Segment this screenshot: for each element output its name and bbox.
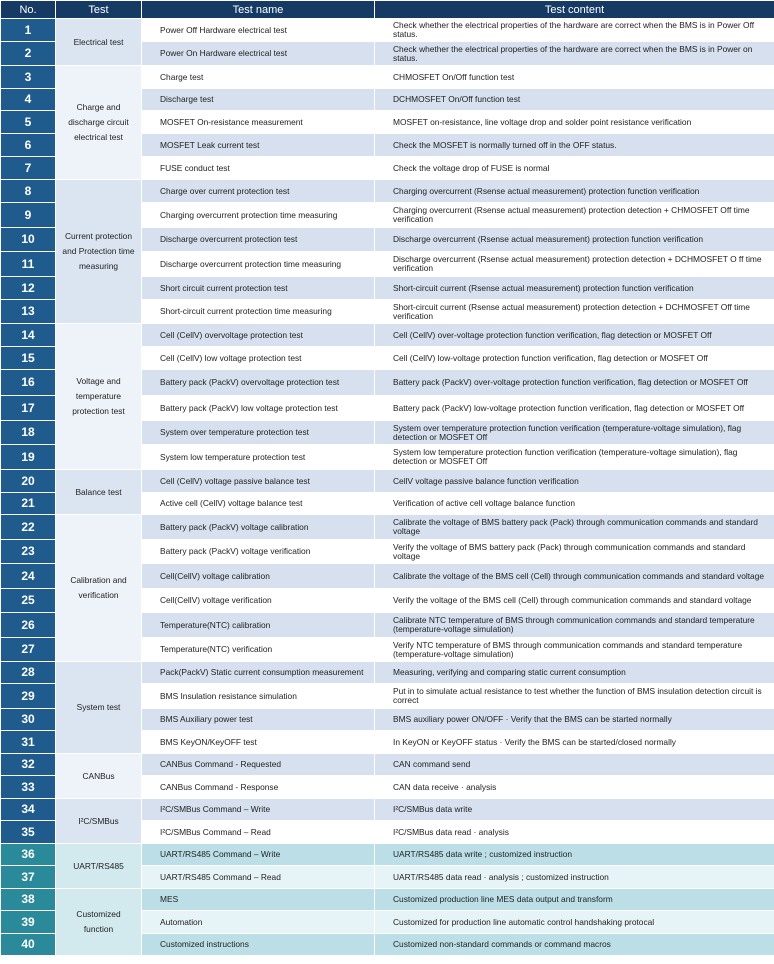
table-row bbox=[1, 889, 774, 911]
row-number: 5 bbox=[1, 111, 56, 134]
test-category: System test bbox=[56, 662, 142, 754]
test-name: Customized instructions bbox=[142, 934, 375, 956]
table-body bbox=[1, 19, 774, 956]
test-content: Customized production line MES data output and transform bbox=[375, 889, 774, 911]
test-content: Check whether the electrical properties of the hardware are correct when the BMS is in Power Off status. bbox=[375, 19, 774, 42]
test-content: Battery pack (PackV) over-voltage protection function verification, flag detection or MOSFET Off bbox=[375, 370, 774, 396]
row-number: 25 bbox=[1, 589, 56, 613]
test-content: Check the MOSFET is normally turned off in the OFF status. bbox=[375, 134, 774, 157]
row-number: 9 bbox=[1, 203, 56, 228]
test-content: I²C/SMBus data read · analysis bbox=[375, 821, 774, 844]
row-number: 38 bbox=[1, 889, 56, 911]
row-number: 21 bbox=[1, 493, 56, 515]
table-row bbox=[1, 324, 774, 347]
row-number: 20 bbox=[1, 470, 56, 493]
row-number: 7 bbox=[1, 157, 56, 180]
test-name: Cell (CellV) overvoltage protection test bbox=[142, 324, 375, 347]
header-no: No. bbox=[1, 1, 56, 19]
row-number: 18 bbox=[1, 421, 56, 445]
test-category: Calibration and verification bbox=[56, 515, 142, 662]
row-number: 1 bbox=[1, 19, 56, 42]
test-content: DCHMOSFET On/Off function test bbox=[375, 89, 774, 111]
test-name: System low temperature protection test bbox=[142, 445, 375, 470]
test-name: I²C/SMBus Command – Write bbox=[142, 799, 375, 821]
row-number: 40 bbox=[1, 934, 56, 956]
test-name: Active cell (CellV) voltage balance test bbox=[142, 493, 375, 515]
row-number: 36 bbox=[1, 844, 56, 866]
test-name: FUSE conduct test bbox=[142, 157, 375, 180]
row-number: 2 bbox=[1, 42, 56, 66]
test-name: MES bbox=[142, 889, 375, 911]
test-content: Calibrate NTC temperature of BMS through communication commands and standard temperature (temperature-voltage simulation) bbox=[375, 613, 774, 638]
test-content: Charging overcurrent (Rsense actual measurement) protection detection + CHMOSFET Off time verification bbox=[375, 203, 774, 228]
row-number: 31 bbox=[1, 731, 56, 754]
test-content: Put in to simulate actual resistance to test whether the function of BMS insulation detection circuit is correct bbox=[375, 684, 774, 709]
test-category: UART/RS485 bbox=[56, 844, 142, 889]
test-name: Charge over current protection test bbox=[142, 180, 375, 203]
test-category: Balance test bbox=[56, 470, 142, 515]
row-number: 11 bbox=[1, 252, 56, 277]
row-number: 17 bbox=[1, 396, 56, 421]
test-content: UART/RS485 data write ; customized instruction bbox=[375, 844, 774, 866]
test-name: Short circuit current protection test bbox=[142, 277, 375, 300]
test-name: Charge test bbox=[142, 66, 375, 89]
row-number: 26 bbox=[1, 613, 56, 638]
table-row bbox=[1, 515, 774, 540]
test-name: Automation bbox=[142, 911, 375, 934]
test-content: Discharge overcurrent (Rsense actual measurement) protection detection + DCHMOSFET O ff time verification bbox=[375, 252, 774, 277]
test-name: Battery pack (PackV) overvoltage protection test bbox=[142, 370, 375, 396]
row-number: 32 bbox=[1, 754, 56, 776]
test-content: Check the voltage drop of FUSE is normal bbox=[375, 157, 774, 180]
test-content: CHMOSFET On/Off function test bbox=[375, 66, 774, 89]
row-number: 8 bbox=[1, 180, 56, 203]
test-name: BMS Insulation resistance simulation bbox=[142, 684, 375, 709]
test-category: I²C/SMBus bbox=[56, 799, 142, 844]
test-content: Verify NTC temperature of BMS through communication commands and standard temperature (temperature-voltage simulation) bbox=[375, 638, 774, 662]
test-name: Battery pack (PackV) voltage verification bbox=[142, 540, 375, 564]
test-content: Short-circuit current (Rsense actual measurement) protection detection + DCHMOSFET Off time verification bbox=[375, 300, 774, 324]
test-name: Cell(CellV) voltage verification bbox=[142, 589, 375, 613]
table-header-row bbox=[1, 1, 774, 19]
test-content: Check whether the electrical properties of the hardware are correct when the BMS is in Power on status. bbox=[375, 42, 774, 66]
test-name: I²C/SMBus Command – Read bbox=[142, 821, 375, 844]
test-name: System over temperature protection test bbox=[142, 421, 375, 445]
test-content: Measuring, verifying and comparing static current consumption bbox=[375, 662, 774, 684]
test-content: Calibrate the voltage of the BMS cell (Cell) through communication commands and standard voltage bbox=[375, 564, 774, 589]
test-name: Discharge overcurrent protection test bbox=[142, 228, 375, 252]
test-category: CANBus bbox=[56, 754, 142, 799]
test-content: CAN data receive · analysis bbox=[375, 776, 774, 799]
test-content: Charging overcurrent (Rsense actual measurement) protection function verification bbox=[375, 180, 774, 203]
row-number: 22 bbox=[1, 515, 56, 540]
row-number: 29 bbox=[1, 684, 56, 709]
row-number: 12 bbox=[1, 277, 56, 300]
row-number: 6 bbox=[1, 134, 56, 157]
header-test-name: Test name bbox=[142, 1, 375, 19]
row-number: 39 bbox=[1, 911, 56, 934]
row-number: 15 bbox=[1, 347, 56, 370]
test-name: Pack(PackV) Static current consumption measurement bbox=[142, 662, 375, 684]
row-number: 28 bbox=[1, 662, 56, 684]
test-name: Cell(CellV) voltage calibration bbox=[142, 564, 375, 589]
test-content: CellV voltage passive balance function verification bbox=[375, 470, 774, 493]
test-content: MOSFET on-resistance, line voltage drop and solder point resistance verification bbox=[375, 111, 774, 134]
table-row bbox=[1, 470, 774, 493]
test-category: Current protection and Protection time measuring bbox=[56, 180, 142, 324]
test-name: BMS KeyON/KeyOFF test bbox=[142, 731, 375, 754]
test-category: Voltage and temperature protection test bbox=[56, 324, 142, 470]
test-name: Charging overcurrent protection time measuring bbox=[142, 203, 375, 228]
header-test: Test bbox=[56, 1, 142, 19]
test-name: Temperature(NTC) verification bbox=[142, 638, 375, 662]
row-number: 30 bbox=[1, 709, 56, 731]
row-number: 23 bbox=[1, 540, 56, 564]
test-name: UART/RS485 Command – Write bbox=[142, 844, 375, 866]
table-row bbox=[1, 19, 774, 42]
test-category: Charge and discharge circuit electrical test bbox=[56, 66, 142, 180]
table-row bbox=[1, 754, 774, 776]
table-row bbox=[1, 662, 774, 684]
test-name: Cell (CellV) voltage passive balance test bbox=[142, 470, 375, 493]
row-number: 34 bbox=[1, 799, 56, 821]
header-test-content: Test content bbox=[375, 1, 774, 19]
test-content: In KeyON or KeyOFF status · Verify the BMS can be started/closed normally bbox=[375, 731, 774, 754]
test-content: UART/RS485 data read · analysis ; customized instruction bbox=[375, 866, 774, 889]
test-content: System low temperature protection function verification (temperature-voltage simulation), flag detection or MOSFET Off bbox=[375, 445, 774, 470]
test-content: Cell (CellV) low-voltage protection function verification, flag detection or MOSFET Off bbox=[375, 347, 774, 370]
test-content: Short-circuit current (Rsense actual measurement) protection function verification bbox=[375, 277, 774, 300]
test-content: Verify the voltage of the BMS cell (Cell) through communication commands and standard voltage bbox=[375, 589, 774, 613]
row-number: 4 bbox=[1, 89, 56, 111]
row-number: 33 bbox=[1, 776, 56, 799]
test-content: I²C/SMBus data write bbox=[375, 799, 774, 821]
test-category: Electrical test bbox=[56, 19, 142, 66]
row-number: 16 bbox=[1, 370, 56, 396]
test-name: BMS Auxiliary power test bbox=[142, 709, 375, 731]
test-name: UART/RS485 Command – Read bbox=[142, 866, 375, 889]
test-name: Discharge overcurrent protection time measuring bbox=[142, 252, 375, 277]
test-name: Battery pack (PackV) voltage calibration bbox=[142, 515, 375, 540]
test-content: BMS auxiliary power ON/OFF · Verify that the BMS can be started normally bbox=[375, 709, 774, 731]
test-name: CANBus Command - Requested bbox=[142, 754, 375, 776]
test-content: Verify the voltage of BMS battery pack (Pack) through communication commands and standard voltage bbox=[375, 540, 774, 564]
table-row bbox=[1, 799, 774, 821]
row-number: 3 bbox=[1, 66, 56, 89]
test-name: Power On Hardware electrical test bbox=[142, 42, 375, 66]
test-content: Customized for production line automatic control handshaking protocal bbox=[375, 911, 774, 934]
test-category: Customized function bbox=[56, 889, 142, 956]
test-name: Short-circuit current protection time measuring bbox=[142, 300, 375, 324]
row-number: 24 bbox=[1, 564, 56, 589]
test-name: Power Off Hardware electrical test bbox=[142, 19, 375, 42]
test-content: Verification of active cell voltage balance function bbox=[375, 493, 774, 515]
test-content: Battery pack (PackV) low-voltage protection function verification, flag detection or MOSFET Off bbox=[375, 396, 774, 421]
test-content: Calibrate the voltage of BMS battery pack (Pack) through communication commands and standard voltage bbox=[375, 515, 774, 540]
test-content: Discharge overcurrent (Rsense actual measurement) protection function verification bbox=[375, 228, 774, 252]
row-number: 19 bbox=[1, 445, 56, 470]
test-name: CANBus Command - Response bbox=[142, 776, 375, 799]
table-row bbox=[1, 180, 774, 203]
row-number: 10 bbox=[1, 228, 56, 252]
test-name: MOSFET Leak current test bbox=[142, 134, 375, 157]
test-name: MOSFET On-resistance measurement bbox=[142, 111, 375, 134]
test-content: Customized non-standard commands or command macros bbox=[375, 934, 774, 956]
row-number: 14 bbox=[1, 324, 56, 347]
table-row bbox=[1, 844, 774, 866]
test-name: Battery pack (PackV) low voltage protection test bbox=[142, 396, 375, 421]
row-number: 27 bbox=[1, 638, 56, 662]
test-content: System over temperature protection function verification (temperature-voltage simulation), flag detection or MOSFET Off bbox=[375, 421, 774, 445]
row-number: 37 bbox=[1, 866, 56, 889]
table-row bbox=[1, 66, 774, 89]
test-name: Cell (CellV) low voltage protection test bbox=[142, 347, 375, 370]
test-name: Temperature(NTC) calibration bbox=[142, 613, 375, 638]
test-content: Cell (CellV) over-voltage protection function verification, flag detection or MOSFET Off bbox=[375, 324, 774, 347]
row-number: 13 bbox=[1, 300, 56, 324]
row-number: 35 bbox=[1, 821, 56, 844]
test-name: Discharge test bbox=[142, 89, 375, 111]
test-content: CAN command send bbox=[375, 754, 774, 776]
